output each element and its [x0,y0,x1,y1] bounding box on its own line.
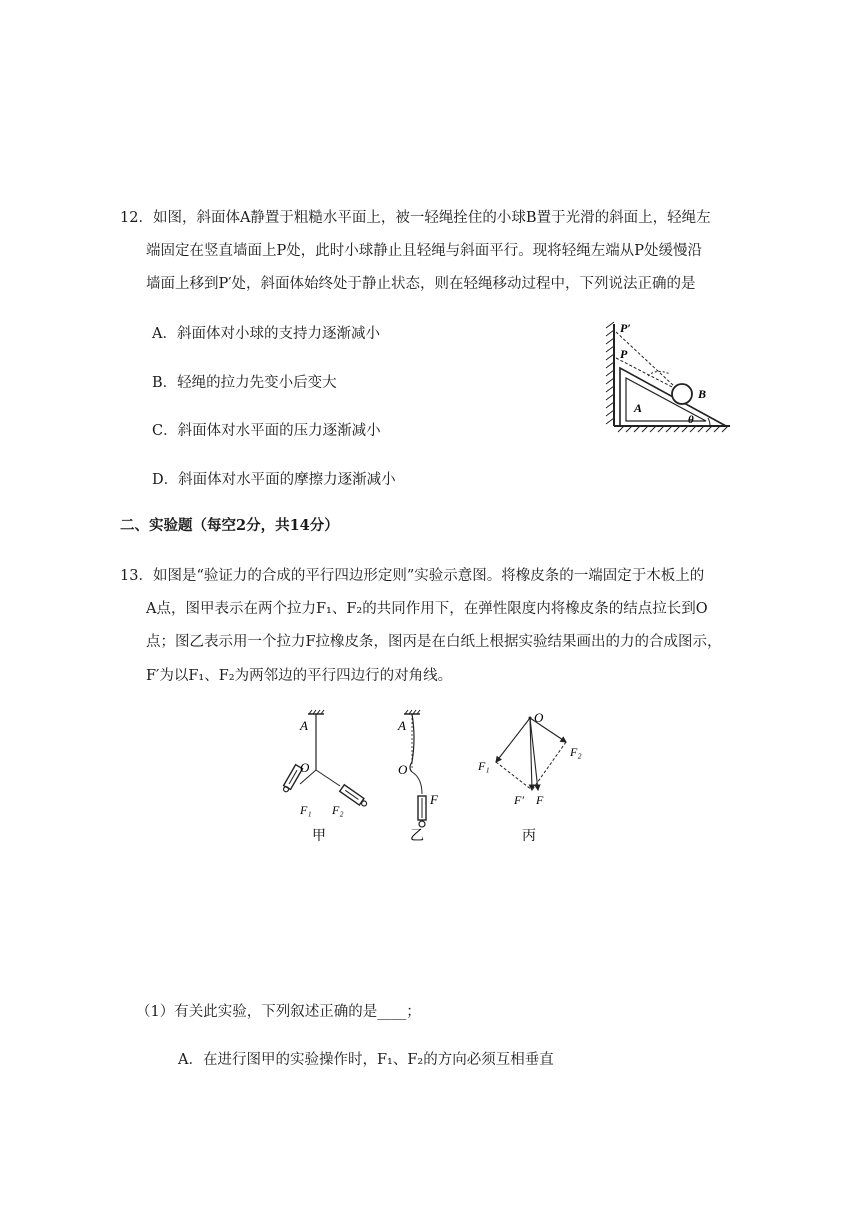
q12-stem-line-1: 12．如图，斜面体A静置于粗糙水平面上，被一轻绳拴住的小球B置于光滑的斜面上，轻绳左 [120,210,711,226]
q12-label-a: A [634,401,643,415]
q13-bing-label-f: F [536,793,544,807]
q12-label-theta: θ [688,414,694,426]
q12-option-d: D．斜面体对水平面的摩擦力逐渐减小 [152,472,396,488]
q12-stem-line-2: 端固定在竖直墙面上P处，此时小球静止且轻绳与斜面平行。现将轻绳左端从P处缓慢沿 [146,243,703,259]
q13-jia-label-a: A [300,718,308,733]
q13-figure-jia [276,708,372,848]
q13-bing-label-fprime: F′ [514,793,524,807]
q13-yi-caption: 乙 [410,827,424,843]
q12-label-p-prime: P′ [620,321,631,335]
q13-jia-label-o: O [300,760,310,775]
q13-stem-line-1: 13．如图是“验证力的合成的平行四边形定则”实验示意图。将橡皮条的一端固定于木板上的 [120,568,705,584]
q13-jia-label-f2: F₂ [332,803,344,817]
q13-bing-caption: 丙 [522,827,536,843]
q13-stem-line-2: A点，图甲表示在两个拉力F₁、F₂的共同作用下，在弹性限度内将橡皮条的结点拉长到O [146,601,708,617]
q13-bing-label-f2: F₂ [570,745,582,759]
q13-sub1-stem: （1）有关此实验，下列叙述正确的是____； [136,1004,421,1020]
q12-option-a: A．斜面体对小球的支持力逐渐减小 [152,326,380,342]
q13-yi-label-f: F [430,792,438,807]
q13-bing-label-o: O [534,710,544,725]
section-title: 二、实验题（每空2分，共14分） [120,517,339,534]
q13-figure-bing [474,708,594,848]
q13-figure-yi [390,708,450,848]
q12-option-b: B．轻绳的拉力先变小后变大 [152,375,337,391]
q12-stem-line-3: 墙面上移到P′处，斜面体始终处于静止状态，则在轻绳移动过程中，下列说法正确的是 [146,276,696,292]
q12-label-b: B [698,387,707,401]
q13-yi-label-a: A [398,718,406,733]
q13-stem-line-4: F′为以F₁、F₂为两邻边的平行四边行的对角线。 [146,668,453,684]
q12-incline-figure [600,318,735,436]
q13-jia-caption: 甲 [312,827,326,843]
q13-sub1-option-a: A．在进行图甲的实验操作时，F₁、F₂的方向必须互相垂直 [178,1052,554,1068]
q13-stem-line-3: 点；图乙表示用一个拉力F拉橡皮条，图丙是在白纸上根据实验结果画出的力的合成图示， [146,634,722,650]
q13-yi-label-o: O [398,762,408,777]
q13-jia-label-f1: F₁ [300,803,312,817]
q12-label-p: P [620,347,628,361]
q12-option-c: C．斜面体对水平面的压力逐渐减小 [152,423,381,439]
q13-bing-label-f1: F₁ [478,759,490,773]
